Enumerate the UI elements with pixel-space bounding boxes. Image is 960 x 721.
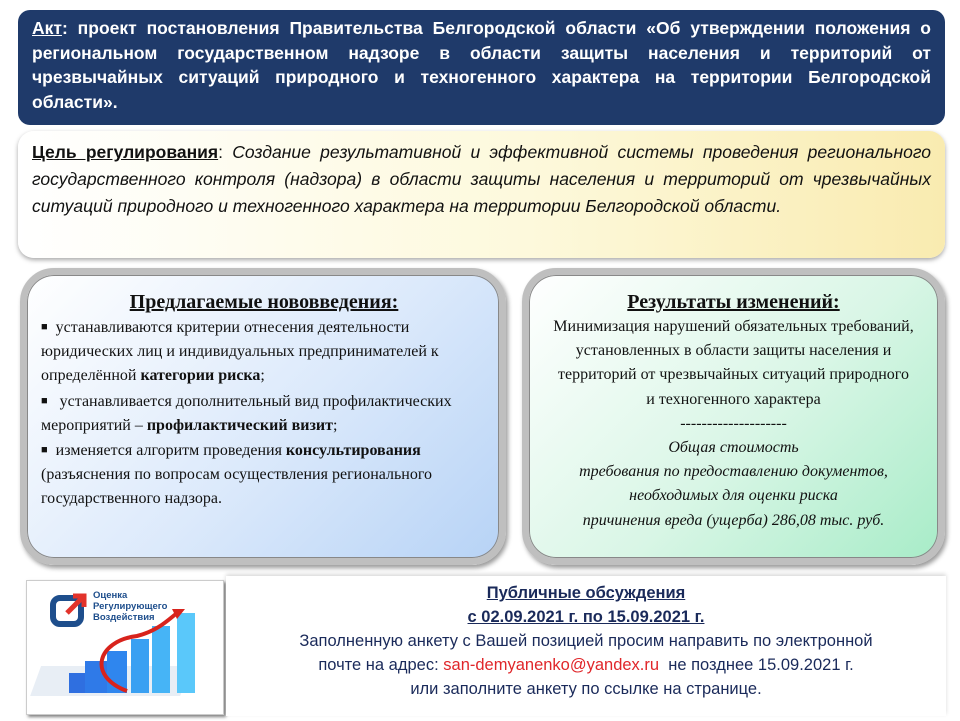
discussion-line: Заполненную анкету с Вашей позицией просим направить по электронной <box>299 632 873 650</box>
goal-label: Цель регулирования <box>32 142 219 162</box>
discussion-dates: с 02.09.2021 г. по 15.09.2021 г. <box>467 608 705 626</box>
item-text: устанавливаются критерии отнесения деятельности юридических лиц и индивидуальных предпринимателей к определённой <box>41 319 439 385</box>
public-discussion-panel <box>226 576 946 716</box>
goal-text: Создание результативной и эффективной системы проведения регионального государственного контроля (надзора) в области защиты населения и территорий от чрезвычайных ситуаций природного и техногенного характера на территории Белгородской области. <box>32 142 931 216</box>
item-bold: консультирования <box>285 442 421 460</box>
item-text: устанавливается дополнительный вид профилактических мероприятий – <box>41 392 452 434</box>
results-divider: -------------------- <box>680 414 787 432</box>
innovations-title: Предлагаемые нововведения: <box>129 291 399 313</box>
act-banner <box>18 10 945 125</box>
text: почте на адрес: <box>318 656 444 674</box>
goal-box: Цель регулирования: Создание результативной и эффективной системы проведения регионального государственного контроля (надзора) в области защиты населения и территорий от чрезвычайных ситуаций природного и техногенного характера на территории Белгородской области. <box>18 131 945 258</box>
item-text: ; <box>260 367 265 385</box>
bullet-icon: ■ <box>41 444 48 457</box>
discussion-title: Публичные обсуждения <box>486 584 686 602</box>
cost-line: необходимых для оценки риска <box>629 487 838 505</box>
email-link[interactable]: san-demyanenko@yandex.ru <box>443 656 660 674</box>
logo-text <box>93 590 167 623</box>
discussion-line: или заполните анкету по ссылке на странице. <box>410 680 762 698</box>
text: не позднее 15.09.2021 г. <box>659 656 854 674</box>
act-label: Акт <box>32 18 62 38</box>
logo-line: Регулирующего <box>93 601 168 612</box>
item-bold: профилактический визит <box>146 416 333 434</box>
item-bold: категории риска <box>140 367 261 385</box>
item-text: (разъяснения по вопросам осуществления регионального государственного надзора. <box>41 466 433 508</box>
item-text: изменяется алгоритм проведения <box>55 442 286 460</box>
results-card <box>522 268 945 565</box>
results-text: Минимизация нарушений обязательных требований, установленных в области защиты населения и территорий от чрезвычайных ситуаций природного и техногенного характера <box>553 318 914 408</box>
cost-line: требования по предоставлению документов, <box>579 463 888 481</box>
logo-line: Оценка <box>93 590 128 601</box>
cost-line: причинения вреда (ущерба) 286,08 тыс. руб. <box>582 511 885 529</box>
act-text: : проект постановления Правительства Белгородской области «Об утверждении положения о региональном государственном надзоре в области защиты населения и территорий от чрезвычайных ситуаций природного и техногенного характера на территории Белгородской области». <box>32 18 931 112</box>
item-text: ; <box>332 416 338 434</box>
bullet-icon: ■ <box>41 394 48 407</box>
bullet-icon: ■ <box>41 321 48 333</box>
cost-block <box>537 436 930 533</box>
results-title: Результаты изменений: <box>627 291 840 313</box>
innovations-card <box>20 268 506 565</box>
logo-line: Воздействия <box>93 612 155 623</box>
innovation-item <box>41 315 487 389</box>
innovation-item <box>41 389 487 438</box>
innovation-item <box>41 438 487 512</box>
orv-logo <box>26 580 224 715</box>
discussion-line <box>226 653 946 677</box>
cost-line: Общая стоимость <box>668 439 799 457</box>
